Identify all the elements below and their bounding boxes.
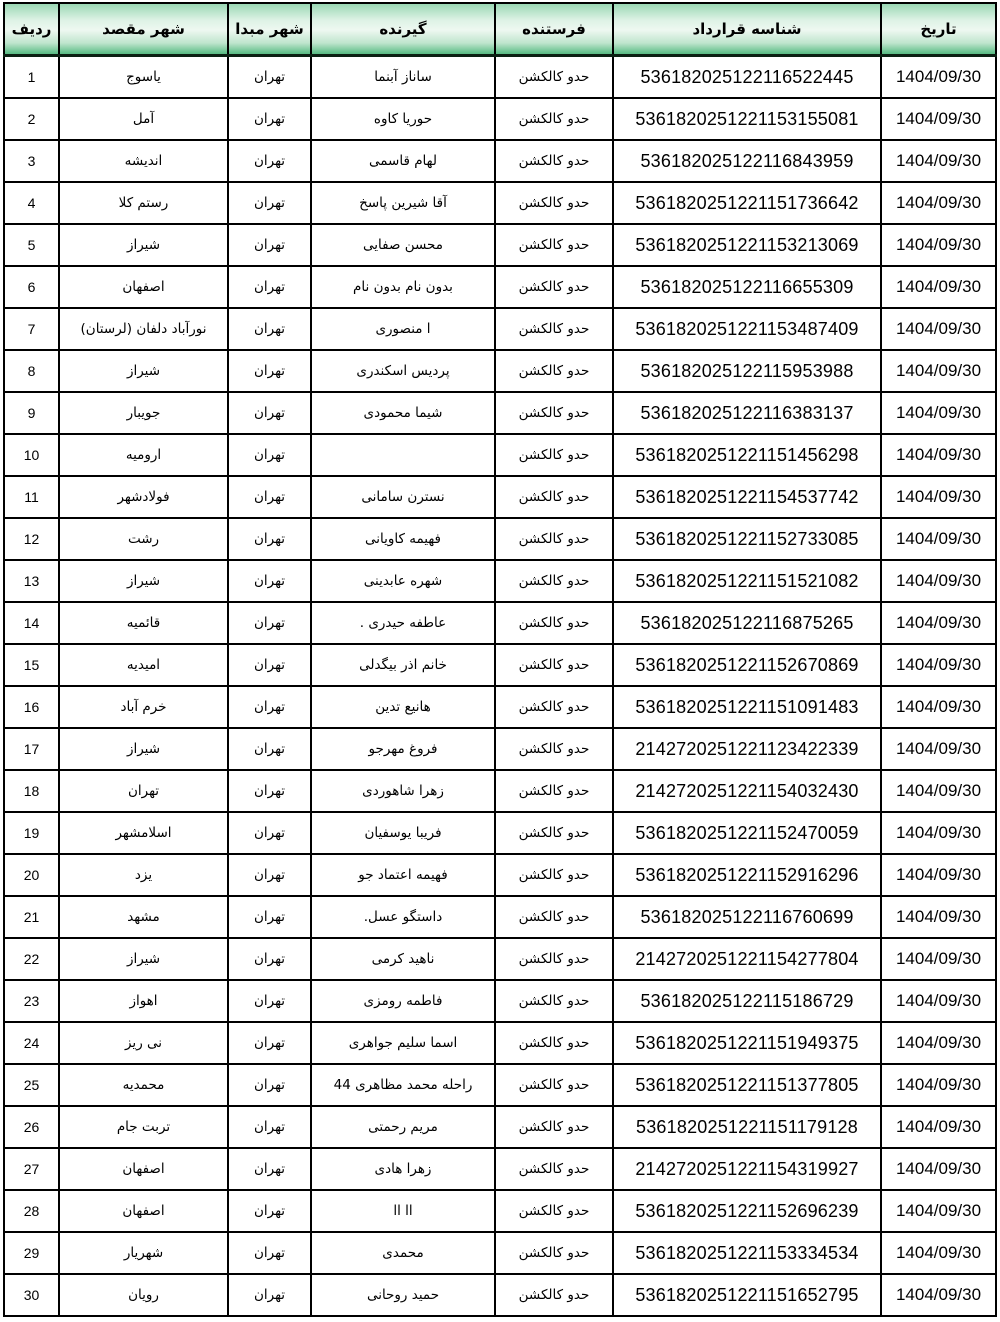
cell-origin: تهران xyxy=(228,644,311,686)
table-row xyxy=(4,224,996,266)
cell-sender: حدو کالکشن xyxy=(495,56,613,99)
cell-sender: حدو کالکشن xyxy=(495,812,613,854)
cell-n: 9 xyxy=(4,392,59,434)
cell-dest: رستم کلا xyxy=(59,182,228,224)
column-header-contract: شناسه قرارداد xyxy=(613,3,881,56)
cell-dest: اصفهان xyxy=(59,1190,228,1232)
cell-date: 1404/09/30 xyxy=(881,896,996,938)
cell-dest: اصفهان xyxy=(59,266,228,308)
cell-origin: تهران xyxy=(228,728,311,770)
cell-origin: تهران xyxy=(228,56,311,99)
cell-contract: 5361820251221152696239 xyxy=(613,1190,881,1232)
table-row xyxy=(4,434,996,476)
cell-receiver: محسن صفایی xyxy=(311,224,495,266)
cell-n: 28 xyxy=(4,1190,59,1232)
cell-dest: تهران xyxy=(59,770,228,812)
cell-date: 1404/09/30 xyxy=(881,1064,996,1106)
cell-sender: حدو کالکشن xyxy=(495,518,613,560)
table-body xyxy=(4,56,996,1317)
cell-date: 1404/09/30 xyxy=(881,812,996,854)
cell-date: 1404/09/30 xyxy=(881,392,996,434)
cell-origin: تهران xyxy=(228,392,311,434)
cell-origin: تهران xyxy=(228,308,311,350)
header-row xyxy=(4,3,996,56)
cell-contract: 536182025122116383137 xyxy=(613,392,881,434)
cell-n: 7 xyxy=(4,308,59,350)
cell-date: 1404/09/30 xyxy=(881,98,996,140)
cell-contract: 5361820251221152733085 xyxy=(613,518,881,560)
table-row xyxy=(4,1190,996,1232)
table-row xyxy=(4,308,996,350)
cell-contract: 5361820251221152916296 xyxy=(613,854,881,896)
cell-sender: حدو کالکشن xyxy=(495,476,613,518)
cell-receiver: زهرا هادی xyxy=(311,1148,495,1190)
cell-date: 1404/09/30 xyxy=(881,1148,996,1190)
table-row xyxy=(4,1106,996,1148)
cell-receiver: فهیمه کاویانی xyxy=(311,518,495,560)
cell-origin: تهران xyxy=(228,476,311,518)
cell-contract: 536182025122116522445 xyxy=(613,56,881,99)
cell-n: 2 xyxy=(4,98,59,140)
table-row xyxy=(4,98,996,140)
table-row xyxy=(4,728,996,770)
cell-receiver: حمید روحانی xyxy=(311,1274,495,1316)
cell-receiver: لهام قاسمی xyxy=(311,140,495,182)
cell-n: 18 xyxy=(4,770,59,812)
column-header-receiver: گیرنده xyxy=(311,3,495,56)
cell-n: 17 xyxy=(4,728,59,770)
cell-dest: شیراز xyxy=(59,938,228,980)
cell-receiver: نسترن سامانی xyxy=(311,476,495,518)
cell-sender: حدو کالکشن xyxy=(495,182,613,224)
cell-receiver: بدون نام بدون نام xyxy=(311,266,495,308)
cell-sender: حدو کالکشن xyxy=(495,1064,613,1106)
cell-contract: 536182025122116655309 xyxy=(613,266,881,308)
cell-dest: شیراز xyxy=(59,224,228,266)
cell-sender: حدو کالکشن xyxy=(495,686,613,728)
cell-date: 1404/09/30 xyxy=(881,308,996,350)
cell-contract: 5361820251221151652795 xyxy=(613,1274,881,1316)
cell-dest: ارومیه xyxy=(59,434,228,476)
cell-contract: 536182025122116875265 xyxy=(613,602,881,644)
cell-sender: حدو کالکشن xyxy=(495,644,613,686)
cell-receiver: حوریا کاوه xyxy=(311,98,495,140)
cell-sender: حدو کالکشن xyxy=(495,896,613,938)
cell-date: 1404/09/30 xyxy=(881,1274,996,1316)
cell-receiver: عاطفه حیدری . xyxy=(311,602,495,644)
cell-contract: 5361820251221154537742 xyxy=(613,476,881,518)
cell-contract: 5361820251221153213069 xyxy=(613,224,881,266)
cell-date: 1404/09/30 xyxy=(881,350,996,392)
cell-contract: 5361820251221151456298 xyxy=(613,434,881,476)
cell-dest: یزد xyxy=(59,854,228,896)
cell-origin: تهران xyxy=(228,140,311,182)
cell-n: 25 xyxy=(4,1064,59,1106)
cell-receiver: ا منصوری xyxy=(311,308,495,350)
cell-sender: حدو کالکشن xyxy=(495,1232,613,1274)
cell-date: 1404/09/30 xyxy=(881,980,996,1022)
cell-n: 5 xyxy=(4,224,59,266)
table-row xyxy=(4,1064,996,1106)
cell-sender: حدو کالکشن xyxy=(495,602,613,644)
cell-receiver: هانیع تدین xyxy=(311,686,495,728)
cell-dest: شهریار xyxy=(59,1232,228,1274)
cell-receiver: زهرا شاهوردی xyxy=(311,770,495,812)
cell-n: 3 xyxy=(4,140,59,182)
cell-origin: تهران xyxy=(228,1232,311,1274)
cell-dest: شیراز xyxy=(59,350,228,392)
cell-receiver: مریم رحمتی xyxy=(311,1106,495,1148)
column-header-n: ردیف xyxy=(4,3,59,56)
cell-n: 23 xyxy=(4,980,59,1022)
cell-date: 1404/09/30 xyxy=(881,1106,996,1148)
cell-dest: نی ریز xyxy=(59,1022,228,1064)
cell-date: 1404/09/30 xyxy=(881,434,996,476)
cell-date: 1404/09/30 xyxy=(881,560,996,602)
cell-dest: اندیشه xyxy=(59,140,228,182)
column-header-origin: شهر مبدا xyxy=(228,3,311,56)
cell-n: 10 xyxy=(4,434,59,476)
table-row xyxy=(4,938,996,980)
cell-dest: امیدیه xyxy=(59,644,228,686)
cell-date: 1404/09/30 xyxy=(881,140,996,182)
cell-contract: 5361820251221151736642 xyxy=(613,182,881,224)
cell-dest: اسلامشهر xyxy=(59,812,228,854)
cell-n: 6 xyxy=(4,266,59,308)
cell-sender: حدو کالکشن xyxy=(495,392,613,434)
column-header-date: تاریخ xyxy=(881,3,996,56)
table-row xyxy=(4,560,996,602)
cell-sender: حدو کالکشن xyxy=(495,1022,613,1064)
cell-date: 1404/09/30 xyxy=(881,266,996,308)
cell-receiver: داستگو عسل. xyxy=(311,896,495,938)
cell-n: 20 xyxy=(4,854,59,896)
cell-date: 1404/09/30 xyxy=(881,1232,996,1274)
cell-origin: تهران xyxy=(228,1106,311,1148)
cell-date: 1404/09/30 xyxy=(881,770,996,812)
cell-origin: تهران xyxy=(228,812,311,854)
cell-n: 1 xyxy=(4,56,59,99)
table-row xyxy=(4,896,996,938)
cell-origin: تهران xyxy=(228,686,311,728)
cell-sender: حدو کالکشن xyxy=(495,434,613,476)
table-row xyxy=(4,980,996,1022)
cell-sender: حدو کالکشن xyxy=(495,1274,613,1316)
cell-receiver: اسما سلیم جواهری xyxy=(311,1022,495,1064)
cell-origin: تهران xyxy=(228,1190,311,1232)
cell-n: 30 xyxy=(4,1274,59,1316)
cell-date: 1404/09/30 xyxy=(881,686,996,728)
cell-sender: حدو کالکشن xyxy=(495,938,613,980)
cell-origin: تهران xyxy=(228,1022,311,1064)
cell-receiver: محمدی xyxy=(311,1232,495,1274)
cell-dest: جویبار xyxy=(59,392,228,434)
cell-origin: تهران xyxy=(228,350,311,392)
cell-dest: قائمیه xyxy=(59,602,228,644)
table-row xyxy=(4,350,996,392)
cell-origin: تهران xyxy=(228,266,311,308)
cell-origin: تهران xyxy=(228,434,311,476)
cell-sender: حدو کالکشن xyxy=(495,560,613,602)
cell-n: 24 xyxy=(4,1022,59,1064)
table-row xyxy=(4,476,996,518)
table-row xyxy=(4,1274,996,1316)
cell-date: 1404/09/30 xyxy=(881,602,996,644)
cell-origin: تهران xyxy=(228,560,311,602)
cell-n: 14 xyxy=(4,602,59,644)
cell-origin: تهران xyxy=(228,854,311,896)
cell-receiver: پردیس اسکندری xyxy=(311,350,495,392)
cell-dest: اهواز xyxy=(59,980,228,1022)
cell-contract: 2142720251221123422339 xyxy=(613,728,881,770)
cell-date: 1404/09/30 xyxy=(881,224,996,266)
cell-n: 16 xyxy=(4,686,59,728)
cell-contract: 5361820251221152470059 xyxy=(613,812,881,854)
cell-sender: حدو کالکشن xyxy=(495,1148,613,1190)
table-row xyxy=(4,686,996,728)
cell-sender: حدو کالکشن xyxy=(495,350,613,392)
cell-dest: شیراز xyxy=(59,728,228,770)
table-row xyxy=(4,140,996,182)
cell-dest: خرم آباد xyxy=(59,686,228,728)
table-head xyxy=(4,3,996,56)
cell-sender: حدو کالکشن xyxy=(495,980,613,1022)
cell-origin: تهران xyxy=(228,98,311,140)
cell-origin: تهران xyxy=(228,938,311,980)
cell-sender: حدو کالکشن xyxy=(495,140,613,182)
cell-dest: فولادشهر xyxy=(59,476,228,518)
cell-receiver: ناهید کرمی xyxy=(311,938,495,980)
column-header-dest: شهر مقصد xyxy=(59,3,228,56)
cell-sender: حدو کالکشن xyxy=(495,728,613,770)
cell-n: 11 xyxy=(4,476,59,518)
cell-contract: 5361820251221151521082 xyxy=(613,560,881,602)
cell-n: 21 xyxy=(4,896,59,938)
table-row xyxy=(4,1148,996,1190)
cell-receiver: فهیمه اعتماد جو xyxy=(311,854,495,896)
cell-receiver: فروغ مهرجو xyxy=(311,728,495,770)
cell-receiver: راحله محمد مظاهری 44 xyxy=(311,1064,495,1106)
table-row xyxy=(4,644,996,686)
table-row xyxy=(4,854,996,896)
cell-sender: حدو کالکشن xyxy=(495,308,613,350)
cell-dest: رشت xyxy=(59,518,228,560)
cell-n: 22 xyxy=(4,938,59,980)
cell-sender: حدو کالکشن xyxy=(495,854,613,896)
cell-receiver: فریبا یوسفیان xyxy=(311,812,495,854)
shipments-table xyxy=(3,2,997,1317)
cell-receiver: فاطمه رومزی xyxy=(311,980,495,1022)
cell-contract: 5361820251221151091483 xyxy=(613,686,881,728)
cell-dest: محمدیه xyxy=(59,1064,228,1106)
cell-date: 1404/09/30 xyxy=(881,644,996,686)
cell-contract: 536182025122115186729 xyxy=(613,980,881,1022)
cell-n: 12 xyxy=(4,518,59,560)
cell-n: 8 xyxy=(4,350,59,392)
cell-n: 29 xyxy=(4,1232,59,1274)
cell-date: 1404/09/30 xyxy=(881,1022,996,1064)
cell-sender: حدو کالکشن xyxy=(495,1106,613,1148)
cell-n: 26 xyxy=(4,1106,59,1148)
cell-contract: 5361820251221152670869 xyxy=(613,644,881,686)
cell-n: 15 xyxy=(4,644,59,686)
table-row xyxy=(4,182,996,224)
cell-sender: حدو کالکشن xyxy=(495,224,613,266)
cell-origin: تهران xyxy=(228,1274,311,1316)
table-row xyxy=(4,392,996,434)
cell-contract: 5361820251221151179128 xyxy=(613,1106,881,1148)
cell-receiver xyxy=(311,434,495,476)
cell-origin: تهران xyxy=(228,224,311,266)
cell-dest: نورآباد دلفان (لرستان) xyxy=(59,308,228,350)
cell-dest: یاسوج xyxy=(59,56,228,99)
cell-contract: 2142720251221154277804 xyxy=(613,938,881,980)
cell-date: 1404/09/30 xyxy=(881,854,996,896)
cell-dest: رویان xyxy=(59,1274,228,1316)
cell-origin: تهران xyxy=(228,1064,311,1106)
table-row xyxy=(4,266,996,308)
cell-n: 4 xyxy=(4,182,59,224)
cell-origin: تهران xyxy=(228,980,311,1022)
cell-dest: تربت جام xyxy=(59,1106,228,1148)
table-row xyxy=(4,602,996,644)
column-header-sender: فرستنده xyxy=(495,3,613,56)
cell-date: 1404/09/30 xyxy=(881,938,996,980)
cell-n: 19 xyxy=(4,812,59,854)
table-row xyxy=(4,770,996,812)
cell-origin: تهران xyxy=(228,896,311,938)
cell-origin: تهران xyxy=(228,770,311,812)
cell-sender: حدو کالکشن xyxy=(495,770,613,812)
cell-sender: حدو کالکشن xyxy=(495,266,613,308)
cell-receiver: خانم اذر بیگدلی xyxy=(311,644,495,686)
cell-date: 1404/09/30 xyxy=(881,728,996,770)
cell-origin: تهران xyxy=(228,518,311,560)
cell-contract: 536182025122116760699 xyxy=(613,896,881,938)
cell-origin: تهران xyxy=(228,602,311,644)
cell-contract: 5361820251221151377805 xyxy=(613,1064,881,1106)
cell-receiver: شهره عابدینی xyxy=(311,560,495,602)
cell-dest: آمل xyxy=(59,98,228,140)
cell-origin: تهران xyxy=(228,1148,311,1190)
cell-receiver: ساناز آبنما xyxy=(311,56,495,99)
cell-dest: شیراز xyxy=(59,560,228,602)
cell-date: 1404/09/30 xyxy=(881,182,996,224)
cell-dest: مشهد xyxy=(59,896,228,938)
cell-date: 1404/09/30 xyxy=(881,1190,996,1232)
table-row xyxy=(4,812,996,854)
table-row xyxy=(4,56,996,99)
cell-contract: 5361820251221153334534 xyxy=(613,1232,881,1274)
cell-sender: حدو کالکشن xyxy=(495,98,613,140)
table-row xyxy=(4,1022,996,1064)
cell-dest: اصفهان xyxy=(59,1148,228,1190)
cell-receiver: شیما محمودی xyxy=(311,392,495,434)
cell-contract: 5361820251221151949375 xyxy=(613,1022,881,1064)
cell-receiver: اا اا xyxy=(311,1190,495,1232)
cell-contract: 2142720251221154319927 xyxy=(613,1148,881,1190)
cell-date: 1404/09/30 xyxy=(881,56,996,99)
cell-contract: 5361820251221153155081 xyxy=(613,98,881,140)
cell-date: 1404/09/30 xyxy=(881,518,996,560)
cell-date: 1404/09/30 xyxy=(881,476,996,518)
cell-contract: 536182025122115953988 xyxy=(613,350,881,392)
cell-sender: حدو کالکشن xyxy=(495,1190,613,1232)
cell-n: 27 xyxy=(4,1148,59,1190)
cell-n: 13 xyxy=(4,560,59,602)
cell-contract: 2142720251221154032430 xyxy=(613,770,881,812)
cell-origin: تهران xyxy=(228,182,311,224)
shipments-report xyxy=(3,2,997,1317)
cell-receiver: آقا شیرین پاسخ xyxy=(311,182,495,224)
table-row xyxy=(4,518,996,560)
cell-contract: 5361820251221153487409 xyxy=(613,308,881,350)
cell-contract: 536182025122116843959 xyxy=(613,140,881,182)
table-row xyxy=(4,1232,996,1274)
